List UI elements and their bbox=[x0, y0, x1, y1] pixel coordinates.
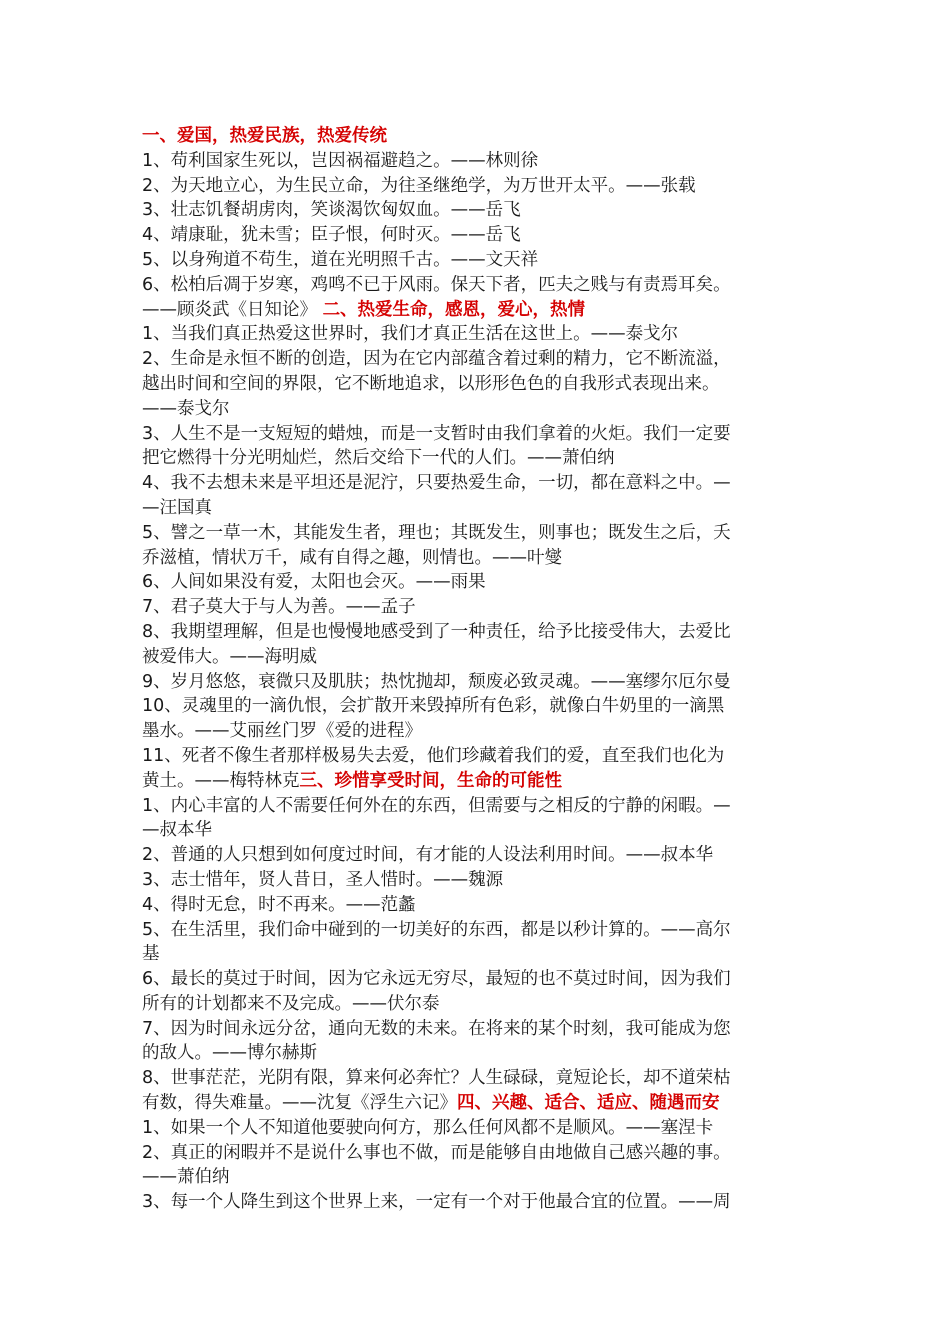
quote-text: 有数，得失难量。——沈复《浮生六记》 bbox=[142, 1093, 457, 1114]
quote-text: 11、死者不像生者那样极易失去爱，他们珍藏着我们的爱，直至我们也化为 bbox=[142, 745, 725, 766]
quote-text: 6、松柏后凋于岁寒，鸡鸣不已于风雨。保天下者，匹夫之贱与有责焉耳矣。 bbox=[142, 274, 731, 295]
quote-text: 2、为天地立心，为生民立命，为往圣继绝学，为万世开太平。——张载 bbox=[142, 175, 696, 196]
text-line bbox=[142, 595, 810, 620]
text-line bbox=[142, 967, 810, 992]
text-line bbox=[142, 620, 810, 645]
text-line bbox=[142, 992, 810, 1017]
quote-text: 7、君子莫大于与人为善。——孟子 bbox=[142, 597, 416, 618]
section-heading: 四、兴趣、适合、适应、随遇而安 bbox=[457, 1093, 720, 1114]
quote-text: 4、靖康耻，犹未雪；臣子恨，何时灭。——岳飞 bbox=[142, 225, 521, 246]
quote-text: 1、苟利国家生死以，岂因祸福避趋之。——林则徐 bbox=[142, 150, 539, 171]
text-line bbox=[142, 570, 810, 595]
text-line bbox=[142, 893, 810, 918]
quote-text: —汪国真 bbox=[142, 497, 212, 518]
text-line bbox=[142, 124, 810, 149]
quote-text: ——萧伯纳 bbox=[142, 1167, 230, 1188]
quote-text: 被爱伟大。——海明威 bbox=[142, 646, 317, 667]
quote-text: 基 bbox=[142, 944, 160, 965]
quote-text: 5、譬之一草一木，其能发生者，理也；其既发生，则事也；既发生之后，夭 bbox=[142, 522, 731, 543]
text-line bbox=[142, 1165, 810, 1190]
text-line bbox=[142, 818, 810, 843]
quote-text: ——泰戈尔 bbox=[142, 398, 230, 419]
document-body bbox=[142, 124, 810, 1215]
text-line bbox=[142, 744, 810, 769]
quote-text: 墨水。——艾丽丝门罗《爱的进程》 bbox=[142, 721, 422, 742]
quote-text: 6、最长的莫过于时间，因为它永远无穷尽，最短的也不莫过时间，因为我们 bbox=[142, 969, 731, 990]
text-line bbox=[142, 372, 810, 397]
quote-text: 3、每一个人降生到这个世界上来，一定有一个对于他最合宜的位置。——周 bbox=[142, 1192, 731, 1213]
quote-text: ——顾炎武《日知论》 bbox=[142, 299, 323, 320]
text-line bbox=[142, 1066, 810, 1091]
text-line bbox=[142, 248, 810, 273]
quote-text: 10、灵魂里的一滴仇恨，会扩散开来毁掉所有色彩，就像白牛奶里的一滴黑 bbox=[142, 696, 725, 717]
text-line bbox=[142, 918, 810, 943]
section-heading: 一、爱国，热爱民族，热爱传统 bbox=[142, 126, 387, 146]
text-line bbox=[142, 1116, 810, 1141]
quote-text: 4、得时无怠，时不再来。——范蠡 bbox=[142, 894, 416, 915]
quote-text: 1、当我们真正热爱这世界时，我们才真正生活在这世上。——泰戈尔 bbox=[142, 324, 679, 345]
text-line bbox=[142, 223, 810, 248]
text-line bbox=[142, 446, 810, 471]
quote-text: 6、人间如果没有爱，太阳也会灭。——雨果 bbox=[142, 572, 486, 593]
text-line bbox=[142, 670, 810, 695]
quote-text: —叔本华 bbox=[142, 820, 212, 841]
text-line bbox=[142, 942, 810, 967]
quote-text: 1、内心丰富的人不需要任何外在的东西，但需要与之相反的宁静的闲暇。— bbox=[142, 795, 731, 816]
quote-text: 7、因为时间永远分岔，通向无数的未来。在将来的某个时刻，我可能成为您 bbox=[142, 1018, 731, 1039]
text-line bbox=[142, 868, 810, 893]
quote-text: 4、我不去想未来是平坦还是泥泞，只要热爱生命，一切，都在意料之中。— bbox=[142, 473, 731, 494]
quote-text: 8、世事茫茫，光阴有限，算来何必奔忙？人生碌碌，竟短论长，却不道荣枯 bbox=[142, 1068, 731, 1089]
text-line bbox=[142, 471, 810, 496]
quote-text: 越出时间和空间的界限，它不断地追求，以形形色色的自我形式表现出来。 bbox=[142, 373, 720, 394]
text-line bbox=[142, 347, 810, 372]
quote-text: 5、在生活里，我们命中碰到的一切美好的东西，都是以秒计算的。——高尔 bbox=[142, 919, 731, 940]
quote-text: 3、壮志饥餐胡虏肉，笑谈渴饮匈奴血。——岳飞 bbox=[142, 200, 521, 221]
text-line bbox=[142, 273, 810, 298]
text-line bbox=[142, 694, 810, 719]
text-line bbox=[142, 546, 810, 571]
text-line bbox=[142, 794, 810, 819]
quote-text: 2、真正的闲暇并不是说什么事也不做，而是能够自由地做自己感兴趣的事。 bbox=[142, 1142, 731, 1163]
quote-text: 乔滋植，情状万千，咸有自得之趣，则情也。——叶燮 bbox=[142, 547, 562, 568]
text-line bbox=[142, 1141, 810, 1166]
text-line bbox=[142, 1041, 810, 1066]
text-line bbox=[142, 769, 810, 794]
quote-text: 8、我期望理解，但是也慢慢地感受到了一种责任，给予比接受伟大，去爱比 bbox=[142, 621, 731, 642]
quote-text: 9、岁月悠悠，衰微只及肌肤；热忱抛却，颓废必致灵魂。——塞缪尔厄尔曼 bbox=[142, 671, 731, 692]
text-line bbox=[142, 322, 810, 347]
quote-text: 黄土。——梅特林克 bbox=[142, 770, 300, 791]
text-line bbox=[142, 843, 810, 868]
text-line bbox=[142, 719, 810, 744]
text-line bbox=[142, 521, 810, 546]
quote-text: 把它燃得十分光明灿烂，然后交给下一代的人们。——萧伯纳 bbox=[142, 448, 615, 469]
quote-text: 5、以身殉道不苟生，道在光明照千古。——文天祥 bbox=[142, 249, 539, 270]
text-line bbox=[142, 198, 810, 223]
quote-text: 2、普通的人只想到如何度过时间，有才能的人设法利用时间。——叔本华 bbox=[142, 845, 714, 866]
quote-text: 3、志士惜年，贤人昔日，圣人惜时。——魏源 bbox=[142, 869, 504, 890]
text-line bbox=[142, 422, 810, 447]
quote-text: 所有的计划都来不及完成。——伏尔泰 bbox=[142, 993, 440, 1014]
quote-text: 3、人生不是一支短短的蜡烛，而是一支暂时由我们拿着的火炬。我们一定要 bbox=[142, 423, 731, 444]
quote-text: 1、如果一个人不知道他要驶向何方，那么任何风都不是顺风。——塞涅卡 bbox=[142, 1117, 714, 1138]
text-line bbox=[142, 496, 810, 521]
text-line bbox=[142, 397, 810, 422]
text-line bbox=[142, 174, 810, 199]
text-line bbox=[142, 298, 810, 323]
quote-text: 2、生命是永恒不断的创造，因为在它内部蕴含着过剩的精力，它不断流溢， bbox=[142, 349, 731, 370]
text-line bbox=[142, 645, 810, 670]
text-line bbox=[142, 149, 810, 174]
text-line bbox=[142, 1091, 810, 1116]
text-line bbox=[142, 1017, 810, 1042]
quote-text: 的敌人。——博尔赫斯 bbox=[142, 1043, 317, 1064]
text-line bbox=[142, 1190, 810, 1215]
section-heading: 二、热爱生命，感恩，爱心，热情 bbox=[322, 299, 586, 320]
section-heading: 三、珍惜享受时间，生命的可能性 bbox=[299, 770, 562, 791]
